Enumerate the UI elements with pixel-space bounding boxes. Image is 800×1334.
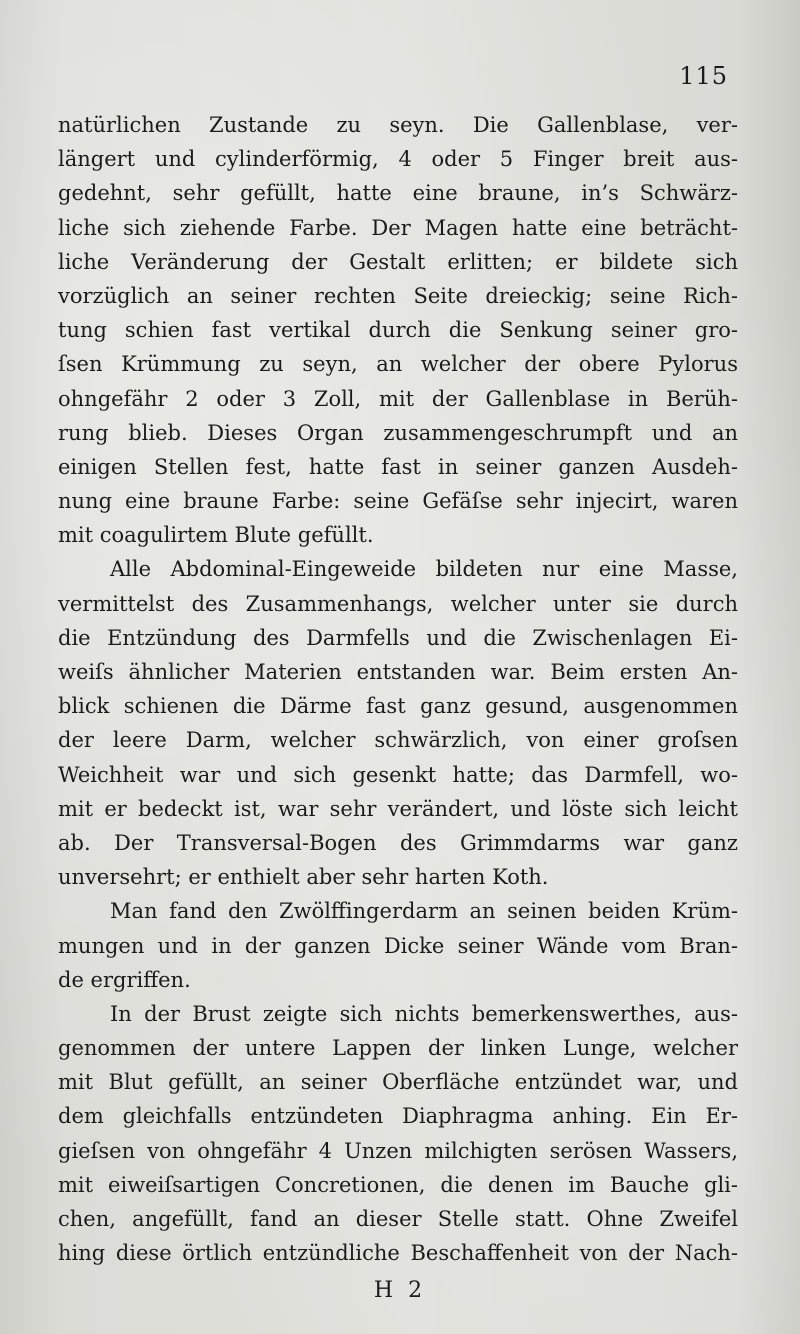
text-line: liche sich ziehende Farbe. Der Magen hatte eine beträcht- bbox=[58, 215, 738, 240]
text-line: chen, angefüllt, fand an dieser Stelle statt. Ohne Zweifel bbox=[58, 1207, 738, 1231]
text-line: mit Blut gefüllt, an seiner Oberfläche entzündet war, und bbox=[58, 1070, 738, 1095]
text-line: die Entzündung des Darmfells und die Zwischenlagen Ei- bbox=[58, 625, 738, 650]
text-line: nung eine braune Farbe: seine Gefäſse sehr injecirt, waren bbox=[58, 489, 738, 514]
text-line: weiſs ähnlicher Materien entstanden war. Beim ersten An- bbox=[58, 660, 738, 684]
text-line: natürlichen Zustande zu seyn. Die Gallenblase, ver- bbox=[58, 113, 738, 137]
text-line: hing diese örtlich entzündliche Beschaffenheit von der Nach- bbox=[58, 1241, 738, 1266]
text-line: dem gleichfalls entzündeten Diaphragma anhing. Ein Er- bbox=[58, 1104, 738, 1129]
text-line: Weichheit war und sich gesenkt hatte; das Darmfell, wo- bbox=[58, 762, 738, 787]
text-line: mit eiweiſsartigen Concretionen, die denen im Bauche gli- bbox=[58, 1172, 738, 1197]
text-line: einigen Stellen fest, hatte fast in seiner ganzen Ausdeh- bbox=[58, 454, 738, 479]
paragraph-2 bbox=[58, 552, 738, 894]
text-line: In der Brust zeigte sich nichts bemerkenswerthes, aus- bbox=[110, 1001, 738, 1026]
text-line: mit coagulirtem Blute gefüllt. bbox=[58, 523, 374, 548]
text-line: vermittelst des Zusammenhangs, welcher unter sie durch bbox=[58, 591, 738, 616]
text-line: tung schien fast vertikal durch die Senkung seiner gro- bbox=[58, 318, 738, 343]
page-number: 115 bbox=[679, 62, 728, 90]
text-line: Man fand den Zwölffingerdarm an seinen beiden Krüm- bbox=[110, 899, 738, 924]
text-line: mungen und in der ganzen Dicke seiner Wände vom Bran- bbox=[58, 933, 738, 958]
text-line: ohngefähr 2 oder 3 Zoll, mit der Gallenblase in Berüh- bbox=[58, 386, 738, 411]
text-line: blick schienen die Därme fast ganz gesund, ausgenommen bbox=[58, 694, 738, 719]
paragraph-3 bbox=[58, 894, 738, 997]
text-line: der leere Darm, welcher schwärzlich, von einer groſsen bbox=[58, 728, 738, 753]
text-line: genommen der untere Lappen der linken Lunge, welcher bbox=[58, 1036, 738, 1061]
text-line: Alle Abdominal-Eingeweide bildeten nur eine Masse, bbox=[110, 557, 738, 582]
text-line: ſsen Krümmung zu seyn, an welcher der obere Pylorus bbox=[58, 352, 738, 377]
body-text bbox=[58, 108, 738, 1270]
text-line: vorzüglich an seiner rechten Seite dreieckig; seine Rich- bbox=[58, 283, 738, 308]
text-line: ab. Der Transversal-Bogen des Grimmdarms war ganz bbox=[58, 830, 738, 855]
text-line: rung blieb. Dieses Organ zusammengeschrumpft und an bbox=[58, 420, 738, 445]
text-line: längert und cylinderförmig, 4 oder 5 Finger breit aus- bbox=[58, 147, 738, 172]
text-line: liche Veränderung der Gestalt erlitten; er bildete sich bbox=[58, 249, 738, 274]
signature-mark: H 2 bbox=[373, 1278, 427, 1303]
text-line: gieſsen von ohngefähr 4 Unzen milchigten serösen Wassers, bbox=[58, 1138, 738, 1163]
paragraph-4 bbox=[58, 997, 738, 1271]
text-line: unversehrt; er enthielt aber sehr harten Koth. bbox=[58, 865, 549, 890]
paragraph-1 bbox=[58, 108, 738, 552]
text-line: gedehnt, sehr gefüllt, hatte eine braune, in’s Schwärz- bbox=[58, 181, 738, 206]
text-line: mit er bedeckt ist, war sehr verändert, und löste sich leicht bbox=[58, 796, 738, 821]
text-line: de ergriffen. bbox=[58, 967, 191, 992]
